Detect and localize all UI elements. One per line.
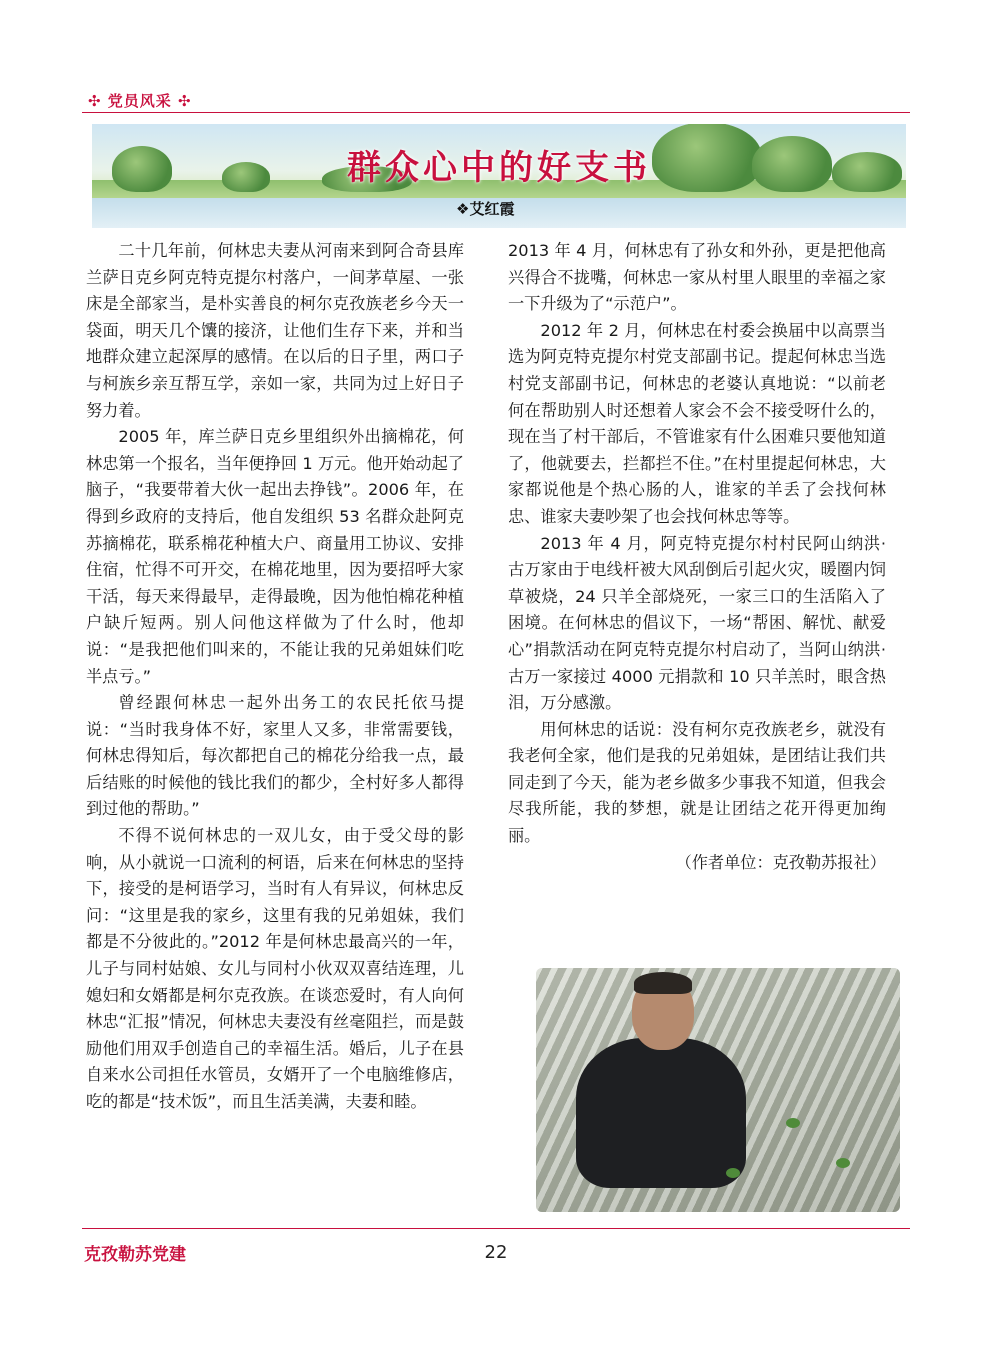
paragraph-continued: 2013 年 4 月，何林忠有了孙女和外孙，更是把他高兴得合不拢嘴，何林忠一家从村里人眼里的幸福之家一下升级为了“示范户”。 xyxy=(508,241,886,314)
left-column xyxy=(86,238,464,1116)
magazine-brand: 克孜勒苏党建 xyxy=(84,1245,186,1265)
section-label: ✣ 党员风采 ✣ xyxy=(88,92,192,110)
page-number: 22 xyxy=(484,1242,508,1263)
paragraph: 曾经跟何林忠一起外出务工的农民托依马提说：“当时我身体不好，家里人又多，非常需要钱，何林忠得知后，每次都把自己的棉花分给我一点，最后结账的时候他的钱比我们的都少，全村好多人都得到过他的帮助。” xyxy=(86,693,464,819)
paragraph: 2005 年，库兰萨日克乡里组织外出摘棉花，何林忠第一个报名，当年便挣回 1 万元。他开始动起了脑子，“我要带着大伙一起出去挣钱”。2006 年，在得到乡政府的支持后，他自发组织 53 名群众赴阿克苏摘棉花，联系棉花种植大户、商量用工协议、安排住宿，忙得不可开交，在棉花地里，因为要招呼大家干活，每天来得最早，走得最晚，因为他怕棉花种植户缺斤短两。别人问他这样做为了什么时，他却说：“是我把他们叫来的，不能让我的兄弟姐妹们吃半点亏。” xyxy=(86,427,464,686)
paragraph: 2012 年 2 月，何林忠在村委会换届中以高票当选为阿克特克提尔村党支部副书记。提起何林忠当选村党支部副书记，何林忠的老婆认真地说：“以前老何在帮助别人时还想着人家会不会不接受呀什么的，现在当了村干部后，不管谁家有什么困难只要他知道了，他就要去，拦都拦不住。”在村里提起何林忠，大家都说他是个热心肠的人，谁家的羊丢了会找何林忠、谁家夫妻吵架了也会找何林忠等等。 xyxy=(508,320,886,526)
photo-person xyxy=(576,1038,746,1188)
footer-divider xyxy=(82,1228,910,1229)
photo-seedling xyxy=(726,1168,740,1178)
paragraph: 二十几年前，何林忠夫妻从河南来到阿合奇县库兰萨日克乡阿克特克提尔村落户，一间茅草屋、一张床是全部家当，是朴实善良的柯尔克孜族老乡今天一袋面，明天几个馕的接济，让他们生存下来，并和当地群众建立起深厚的感情。在以后的日子里，两口子与柯族乡亲互帮互学，亲如一家，共同为过上好日子努力着。 xyxy=(86,241,464,420)
photo-seedling xyxy=(786,1118,800,1128)
photo-person-hair xyxy=(634,972,692,994)
article-title: 群众心中的好支书 xyxy=(347,148,651,188)
right-column xyxy=(508,238,886,876)
author-affiliation: （作者单位：克孜勒苏报社） xyxy=(675,852,886,872)
header-divider xyxy=(82,112,910,113)
article-photo xyxy=(536,968,900,1212)
paragraph: 2013 年 4 月，阿克特克提尔村村民阿山纳洪·古万家由于电线杆被大风刮倒后引起火灾，暖圈内饲草被烧，24 只羊全部烧死，一家三口的生活陷入了困境。在何林忠的倡议下，一场“帮困、解忧、献爱心”捐款活动在阿克特克提尔村启动了，当阿山纳洪·古万一家接过 4000 元捐款和 10 只羊羔时，眼含热泪，万分感激。 xyxy=(508,533,886,713)
author-byline: ❖艾红霞 xyxy=(456,200,515,218)
paragraph: 用何林忠的话说：没有柯尔克孜族老乡，就没有我老何全家，他们是我的兄弟姐妹，是团结让我们共同走到了今天，能为老乡做多少事我不知道，但我会尽我所能，我的梦想，就是让团结之花开得更加绚丽。 xyxy=(508,719,886,846)
photo-seedling xyxy=(836,1158,850,1168)
paragraph: 不得不说何林忠的一双儿女，由于受父母的影响，从小就说一口流利的柯语，后来在何林忠的坚持下，接受的是柯语学习，当时有人有异议，何林忠反问：“这里是我的家乡，这里有我的兄弟姐妹，我们都是不分彼此的。”2012 年是何林忠最高兴的一年，儿子与同村姑娘、女儿与同村小伙双双喜结连理，儿媳妇和女婿都是柯尔克孜族。在谈恋爱时，有人向何林忠“汇报”情况，何林忠夫妻没有丝毫阻拦，而是鼓励他们用双手创造自己的幸福生活。婚后，儿子在县自来水公司担任水管员，女婿开了一个电脑维修店，吃的都是“技术饭”，而且生活美满，夫妻和睦。 xyxy=(86,826,464,1111)
